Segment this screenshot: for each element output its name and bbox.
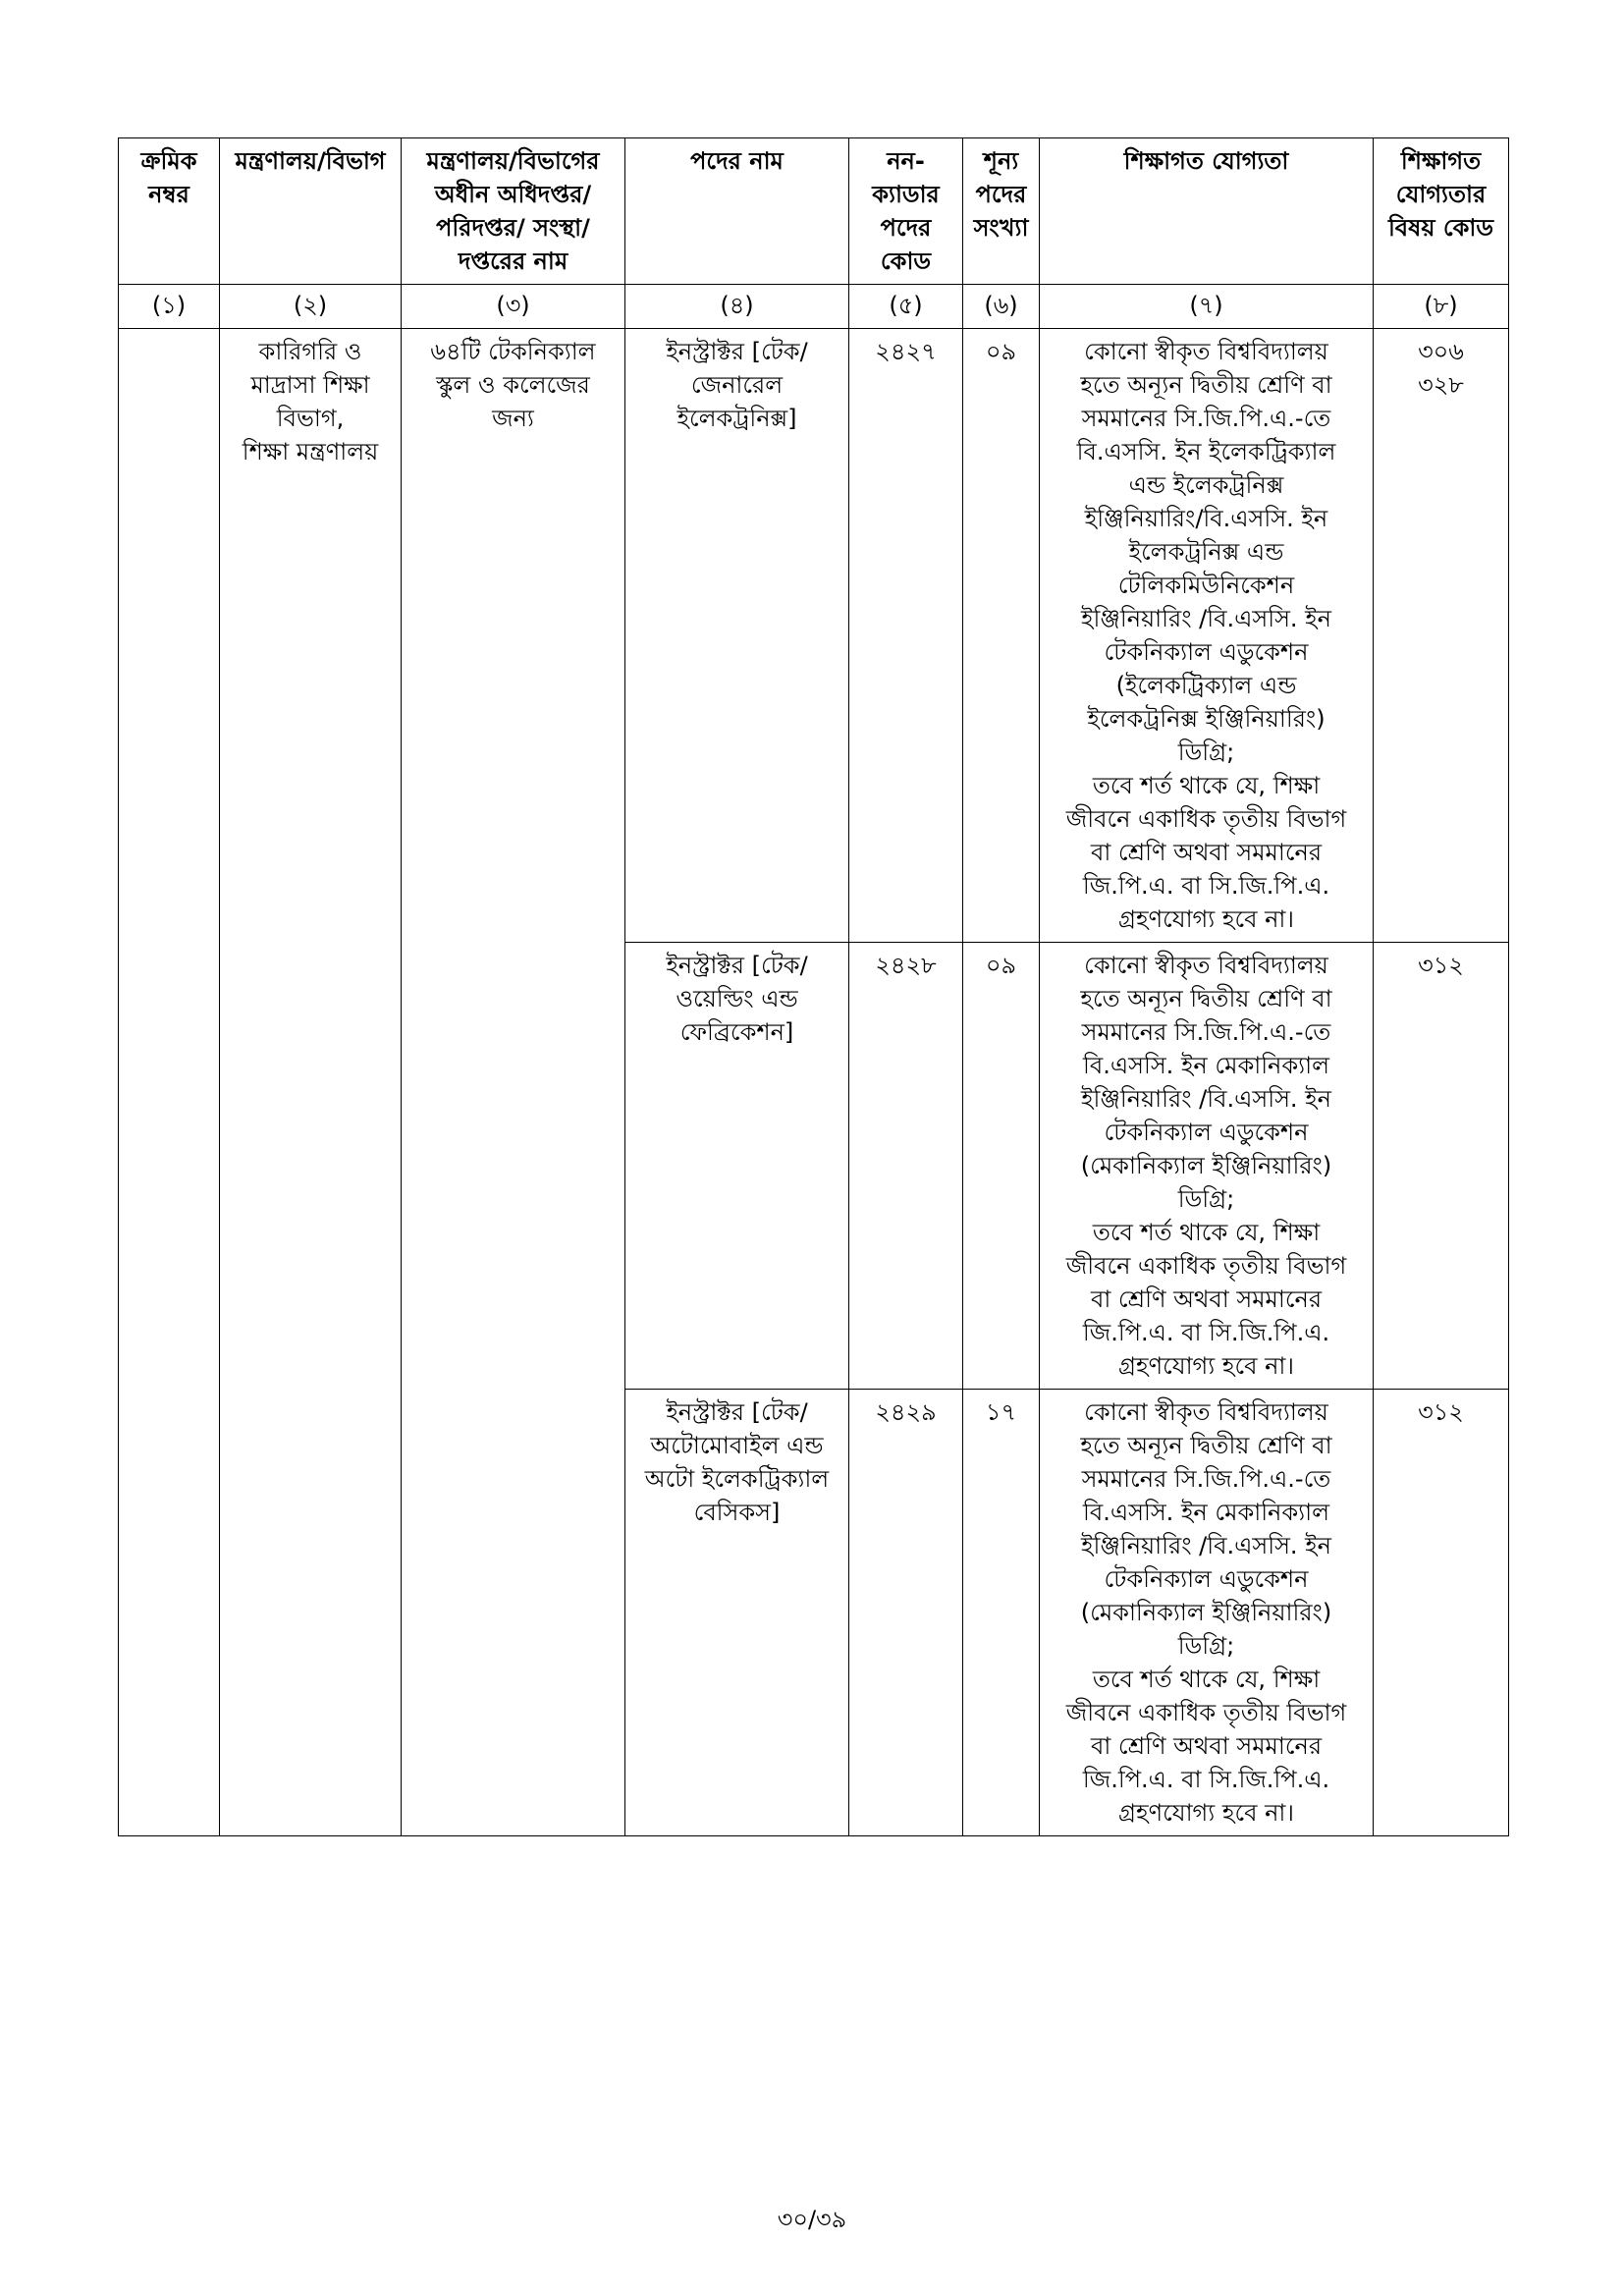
subject-code-cell: ৩১২ bbox=[1374, 943, 1509, 1390]
column-number: (১) bbox=[119, 285, 220, 329]
recruitment-table bbox=[118, 137, 1509, 1836]
qualification-text: কোনো স্বীকৃত বিশ্ববিদ্যালয় হতে অন্যূন দ্বিতীয় শ্রেণি বা সমমানের সি.জি.পি.এ.-তে বি.এসসি. ইন মেকানিক্যাল ইঞ্জিনিয়ারিং /বি.এসসি. ইন টেকনিক্যাল এডুকেশন (মেকানিক্যাল ইঞ্জিনিয়ারিং) ডিগ্রি; bbox=[1080, 952, 1332, 1213]
proviso-text: তবে শর্ত থাকে যে, শিক্ষা জীবনে একাধিক তৃতীয় বিভাগ বা শ্রেণি অথবা সমমানের জি.পি.এ. বা সি.জি.পি.এ. গ্রহণযোগ্য হবে না। bbox=[1065, 1219, 1347, 1380]
header-code: নন- ক্যাডার পদের কোড bbox=[849, 138, 963, 285]
ministry-cell: কারিগরি ও মাদ্রাসা শিক্ষা বিভাগ, শিক্ষা মন্ত্রণালয় bbox=[220, 329, 402, 1836]
vacancy-cell: ০৯ bbox=[963, 329, 1040, 943]
qualification-cell bbox=[1040, 329, 1374, 943]
header-vacancy: শূন্য পদের সংখ্যা bbox=[963, 138, 1040, 285]
qualification-text: কোনো স্বীকৃত বিশ্ববিদ্যালয় হতে অন্যূন দ্বিতীয় শ্রেণি বা সমমানের সি.জি.পি.এ.-তে বি.এসসি. ইন মেকানিক্যাল ইঞ্জিনিয়ারিং /বি.এসসি. ইন টেকনিক্যাল এডুকেশন (মেকানিক্যাল ইঞ্জিনিয়ারিং) ডিগ্রি; bbox=[1080, 1398, 1332, 1660]
proviso-text: তবে শর্ত থাকে যে, শিক্ষা জীবনে একাধিক তৃতীয় বিভাগ বা শ্রেণি অথবা সমমানের জি.পি.এ. বা সি.জি.পি.এ. গ্রহণযোগ্য হবে না। bbox=[1065, 772, 1347, 933]
column-number: (৬) bbox=[963, 285, 1040, 329]
column-number: (৮) bbox=[1374, 285, 1509, 329]
post-cell: ইনস্ট্রাক্টর [টেক/ জেনারেল ইলেকট্রনিক্স] bbox=[625, 329, 849, 943]
page-number: ৩০/৩৯ bbox=[777, 2206, 847, 2233]
proviso-text: তবে শর্ত থাকে যে, শিক্ষা জীবনে একাধিক তৃতীয় বিভাগ বা শ্রেণি অথবা সমমানের জি.পি.এ. বা সি.জি.পি.এ. গ্রহণযোগ্য হবে না। bbox=[1065, 1666, 1347, 1827]
column-number: (৩) bbox=[402, 285, 625, 329]
header-qualification: শিক্ষাগত যোগ্যতা bbox=[1040, 138, 1374, 285]
header-subject-code: শিক্ষাগত যোগ্যতার বিষয় কোড bbox=[1374, 138, 1509, 285]
header-ministry: মন্ত্রণালয়/বিভাগ bbox=[220, 138, 402, 285]
post-cell: ইনস্ট্রাক্টর [টেক/ অটোমোবাইল এন্ড অটো ইলেকট্রিক্যাল বেসিকস] bbox=[625, 1390, 849, 1836]
subject-code-cell: ৩০৬ ৩২৮ bbox=[1374, 329, 1509, 943]
code-cell: ২৪২৮ bbox=[849, 943, 963, 1390]
qualification-text: কোনো স্বীকৃত বিশ্ববিদ্যালয় হতে অন্যূন দ্বিতীয় শ্রেণি বা সমমানের সি.জি.পি.এ.-তে বি.এসসি. ইন ইলেকট্রিক্যাল এন্ড ইলেকট্রনিক্স ইঞ্জিনিয়ারিং/বি.এসসি. ইন ইলেকট্রনিক্স এন্ড টেলিকমিউনিকেশন ইঞ্জিনিয়ারিং /বি.এসসি. ইন টেকনিক্যাল এডুকেশন (ইলেকট্রিক্যাল এন্ড ইলেকট্রনিক্স ইঞ্জিনিয়ারিং) ডিগ্রি; bbox=[1076, 338, 1336, 766]
subject-code-cell: ৩১২ bbox=[1374, 1390, 1509, 1836]
serial-cell bbox=[119, 329, 220, 1836]
header-row bbox=[119, 138, 1509, 285]
header-serial: ক্রমিক নম্বর bbox=[119, 138, 220, 285]
column-number-row bbox=[119, 285, 1509, 329]
document-page bbox=[118, 137, 1508, 1836]
header-post: পদের নাম bbox=[625, 138, 849, 285]
qualification-cell bbox=[1040, 1390, 1374, 1836]
post-cell: ইনস্ট্রাক্টর [টেক/ ওয়েল্ডিং এন্ড ফেব্রিকেশন] bbox=[625, 943, 849, 1390]
column-number: (৭) bbox=[1040, 285, 1374, 329]
code-cell: ২৪২৯ bbox=[849, 1390, 963, 1836]
header-directorate: মন্ত্রণালয়/বিভাগের অধীন অধিদপ্তর/পরিদপ্তর/ সংস্থা/দপ্তরের নাম bbox=[402, 138, 625, 285]
column-number: (৫) bbox=[849, 285, 963, 329]
directorate-cell: ৬৪টি টেকনিক্যাল স্কুল ও কলেজের জন্য bbox=[402, 329, 625, 1836]
qualification-cell bbox=[1040, 943, 1374, 1390]
column-number: (৪) bbox=[625, 285, 849, 329]
vacancy-cell: ১৭ bbox=[963, 1390, 1040, 1836]
column-number: (২) bbox=[220, 285, 402, 329]
code-cell: ২৪২৭ bbox=[849, 329, 963, 943]
vacancy-cell: ০৯ bbox=[963, 943, 1040, 1390]
table-row bbox=[119, 329, 1509, 943]
